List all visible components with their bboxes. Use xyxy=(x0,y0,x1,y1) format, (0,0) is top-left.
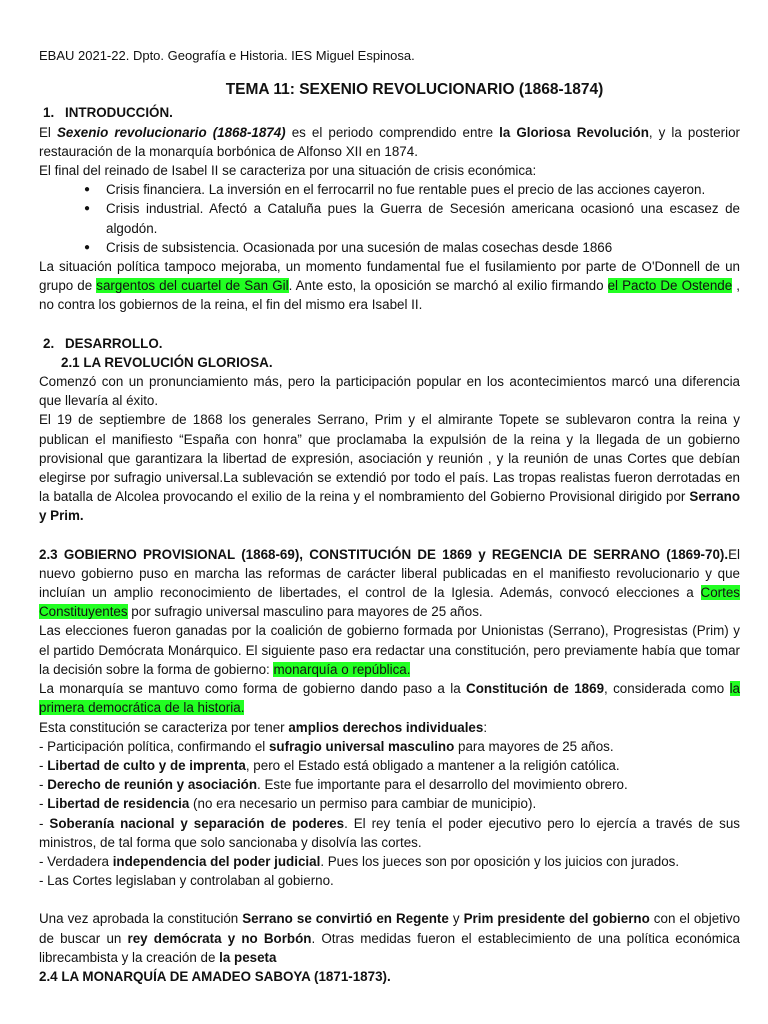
highlight: monarquía o república. xyxy=(273,661,411,677)
section-title: DESARROLLO. xyxy=(65,335,163,351)
paragraph: Esta constitución se caracteriza por tener amplios derechos individuales: xyxy=(39,719,488,735)
list-item: - Libertad de culto y de imprenta, pero el Estado está obligado a mantener a la religión católica. xyxy=(39,757,620,773)
paragraph: Comenzó con un pronunciamiento más, pero la participación popular en los acontecimientos marcó una diferencia que llevaría al éxito. xyxy=(39,374,740,409)
section-number: 2. xyxy=(43,335,55,351)
list-item: ● Crisis de subsistencia. Ocasionada por una sucesión de malas cosechas desde 1866 xyxy=(39,238,740,257)
list-item: - Verdadera independencia del poder judicial. Pues los jueces son por oposición y los juicios con jurados. xyxy=(39,853,680,869)
section-1-heading xyxy=(39,103,740,122)
paragraph: El 19 de septiembre de 1868 los generales Serrano, Prim y el almirante Topete se sublevaron contra la reina y publican el manifiesto “España con honra” que proclamaba la expulsión de la reina y la llegada de un gobierno provisional que garantizara la libertad de expresión, asociación y reunión , y la reunión de unas Cortes que debían elegirse por sufragio universal.La sublevación se extendió por todo el país. Las tropas realistas fueron derrotadas en la batalla de Alcolea provocando el exilio de la reina y el nombramiento del Gobierno Provisional dirigido por Serrano y Prim. xyxy=(39,412,740,524)
subsection-heading: 2.1 LA REVOLUCIÓN GLORIOSA. xyxy=(61,354,273,370)
intro-paragraph-3: La situación política tampoco mejoraba, un momento fundamental fue el fusilamiento por parte de O'Donnell de un grupo de sargentos del cuartel de San Gil. Ante esto, la oposición se marchó al exilio firmando el Pacto De Ostende , no contra los gobiernos de la reina, el fin del mismo era Isabel II. xyxy=(39,259,740,313)
section-number: 1. xyxy=(43,105,55,121)
highlight: el Pacto De Ostende xyxy=(607,278,733,294)
paragraph: Las elecciones fueron ganadas por la coalición de gobierno formada por Unionistas (Serrano), Progresistas (Prim) y el partido Demócrata Monárquico. El siguiente paso era redactar una constitución, pero previamente había que tomar la decisión sobre la forma de gobierno: monarquía o república. xyxy=(39,623,740,677)
bold-term: Serrano y Prim. xyxy=(39,489,740,524)
paragraph: 2.3 GOBIERNO PROVISIONAL (1868-69), CONSTITUCIÓN DE 1869 y REGENCIA DE SERRANO (1869-70).El nuevo gobierno puso en marcha las reformas de carácter liberal publicadas en el manifiesto revolucionario y que incluían un amplio reconocimiento de libertades, el control de la Iglesia. Además, convocó elecciones a Cortes Constituyentes por sufragio universal masculino para mayores de 25 años. xyxy=(39,546,740,620)
list-item: ● Crisis financiera. La inversión en el ferrocarril no fue rentable pues el precio de las acciones cayeron. xyxy=(39,180,740,199)
paragraph: La monarquía se mantuvo como forma de gobierno dando paso a la Constitución de 1869, considerada como la primera democrática de la historia. xyxy=(39,681,740,716)
list-item: - Participación política, confirmando el sufragio universal masculino para mayores de 25 años. xyxy=(39,738,614,754)
crisis-list xyxy=(39,180,740,257)
section-title: INTRODUCCIÓN. xyxy=(65,105,173,121)
bold-term: la Gloriosa Revolución xyxy=(499,124,649,140)
list-item: ● Crisis industrial. Afectó a Cataluña pues la Guerra de Secesión americana ocasionó una escasez de algodón. xyxy=(39,199,740,237)
highlight: la primera democrática de la historia. xyxy=(39,681,740,716)
intro-paragraph-2: El final del reinado de Isabel II se caracteriza por una situación de crisis económica: xyxy=(39,163,537,179)
bold-term: Constitución de 1869 xyxy=(466,681,605,697)
list-item: - Libertad de residencia (no era necesario un permiso para cambiar de municipio). xyxy=(39,796,537,812)
subsection-heading: 2.3 GOBIERNO PROVISIONAL (1868-69), CONSTITUCIÓN DE 1869 y REGENCIA DE SERRANO (1869-70). xyxy=(39,546,729,562)
highlight: sargentos del cuartel de San Gil xyxy=(96,278,289,294)
bold-term: amplios derechos individuales xyxy=(288,719,484,735)
page-title: TEMA 11: SEXENIO REVOLUCIONARIO (1868-1874) xyxy=(225,81,604,99)
list-item: - Soberanía nacional y separación de poderes. El rey tenía el poder ejecutivo pero lo ejercía a través de sus ministros, de tal forma que solo sancionaba y disolvía las cortes. xyxy=(39,815,740,850)
emphasis-term: Sexenio revolucionario (1868-1874) xyxy=(56,124,286,140)
document-header: EBAU 2021-22. Dpto. Geografía e Historia. IES Miguel Espinosa. xyxy=(39,48,415,63)
list-item: - Las Cortes legislaban y controlaban al gobierno. xyxy=(39,873,334,889)
highlight: Cortes Constituyentes xyxy=(39,585,740,620)
intro-paragraph-1: El Sexenio revolucionario (1868-1874) es el periodo comprendido entre la Gloriosa Revolución, y la posterior restauración de la monarquía borbónica de Alfonso XII en 1874. xyxy=(39,124,740,159)
subsection-heading: 2.4 LA MONARQUÍA DE AMADEO SABOYA (1871-1873). xyxy=(39,968,391,984)
paragraph: Una vez aprobada la constitución Serrano se convirtió en Regente y Prim presidente del gobierno con el objetivo de buscar un rey demócrata y no Borbón. Otras medidas fueron el establecimiento de una política económica librecambista y la creación de la peseta xyxy=(39,911,741,965)
list-item: - Derecho de reunión y asociación. Este fue importante para el desarrollo del movimiento obrero. xyxy=(39,777,628,793)
section-2-heading xyxy=(39,334,740,353)
